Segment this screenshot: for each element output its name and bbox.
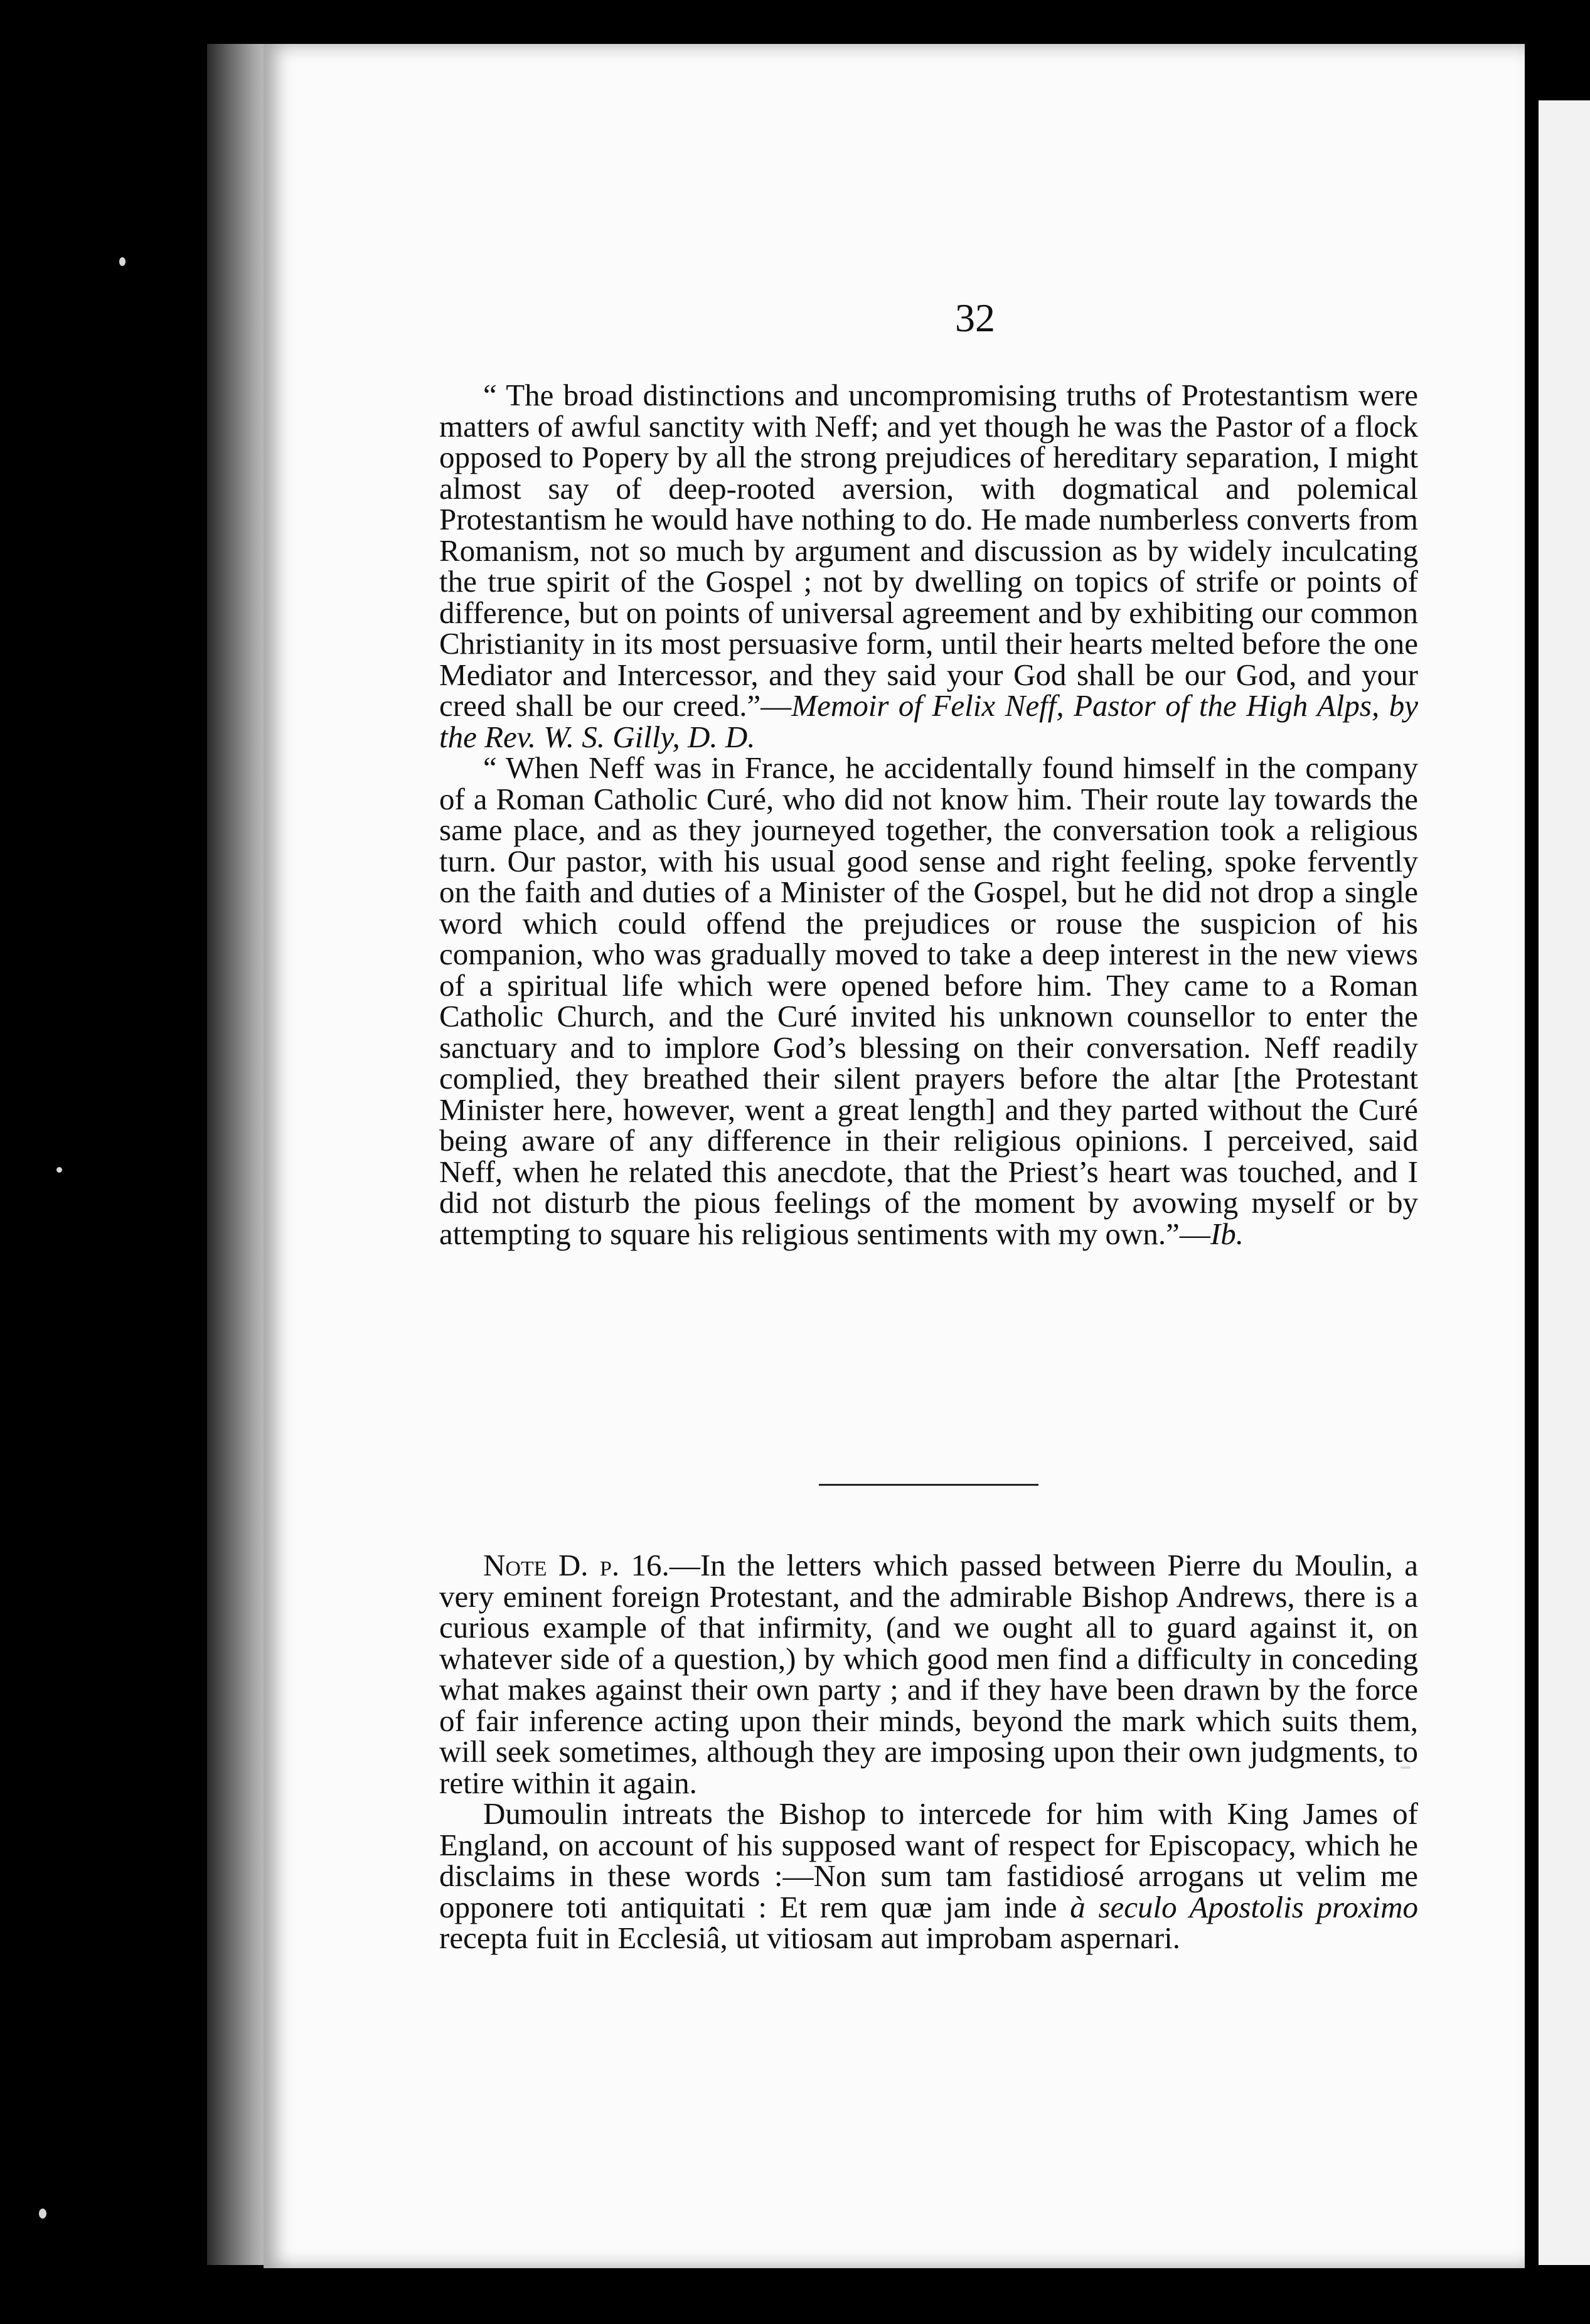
note-d-block	[439, 1550, 1418, 1954]
quote-block-neff	[439, 380, 1418, 1249]
dust-speck	[56, 1167, 62, 1173]
note-para2-start: Dumoulin intreats the Bishop to intercede for him with King James of England, on account of his supposed want of respect for Episcopacy, which he disclaims in these words :—Non sum tam fastidiosé arrogans ut velim me opponere toti antiquitati : Et rem quæ jam inde	[439, 1796, 1418, 1924]
note-text: —In the letters which passed between Pierre du Moulin, a very eminent foreign Protestant, and the admirable Bishop Andrews, there is a curious example of that infirmity, (and we ought all to guard against it, on whatever side of a question,) by which good men find a difficulty in conceding what makes against their own party ; and if they have been drawn by the force of fair inference acting upon their minds, beyond the mark which suits them, will seek sometimes, although they are imposing upon their own judgments, to retire within it again.	[439, 1548, 1418, 1800]
quote-1-source: Memoir of Felix Neff, Pastor of the High Alps, by the Rev. W. S. Gilly, D. D.	[439, 688, 1418, 754]
section-divider	[819, 1484, 1038, 1486]
dust-speck	[39, 2209, 46, 2219]
quote-2-text: “ When Neff was in France, he accidentally found himself in the company of a Roman Catholic Curé, who did not know him. Their route lay towards the same place, and as they journeyed together, the conversation took a religious turn. Our pastor, with his usual good sense and right feeling, spoke fervently on the faith and duties of a Minister of the Gospel, but he did not drop a single word which could offend the prejudices or rouse the suspicion of his companion, who was gradually moved to take a deep interest in the new views of a spiritual life which were opened before him. They came to a Roman Catholic Church, and the Curé invited his unknown counsellor to enter the sanctuary and to implore God’s blessing on their conversation. Neff readily complied, they breathed their silent prayers before the altar [the Protestant Minister here, however, went a great length] and they parted without the Curé being aware of any difference in their religious opinions. I perceived, said Neff, when he related this anecdote, that the Priest’s heart was touched, and I did not disturb the pious feelings of the moment by avowing myself or by attempting to square his religious sentiments with my own.”—	[439, 750, 1418, 1251]
page-number: 32	[955, 296, 995, 340]
quote-paragraph-1	[439, 380, 1418, 752]
note-heading: Note D. p. 16.	[483, 1548, 670, 1582]
facing-page-edge	[1539, 100, 1590, 2265]
note-paragraph-2	[439, 1798, 1418, 1954]
note-paragraph-1	[439, 1550, 1418, 1798]
quote-paragraph-2	[439, 752, 1418, 1249]
note-para2-italic: à seculo Apostolis proximo	[1070, 1889, 1418, 1924]
quote-2-source: Ib.	[1210, 1216, 1244, 1251]
dust-speck	[119, 257, 125, 266]
note-para2-end: recepta fuit in Ecclesiâ, ut vitiosam aut improbam aspernari.	[439, 1921, 1181, 1955]
quote-1-text: “ The broad distinctions and uncompromising truths of Protestantism were matters of awful sanctity with Neff; and yet though he was the Pastor of a flock opposed to Popery by all the strong prejudices of hereditary separation, I might almost say of deep-rooted aversion, with dogmatical and polemical Protestantism he would have nothing to do. He made numberless converts from Romanism, not so much by argument and discussion as by widely inculcating the true spirit of the Gospel ; not by dwelling on topics of strife or points of difference, but on points of universal agreement and by exhibiting our common Christianity in its most persuasive form, until their hearts melted before the one Mediator and Intercessor, and they said your God shall be our God, and your creed shall be our creed.”—	[439, 378, 1418, 723]
